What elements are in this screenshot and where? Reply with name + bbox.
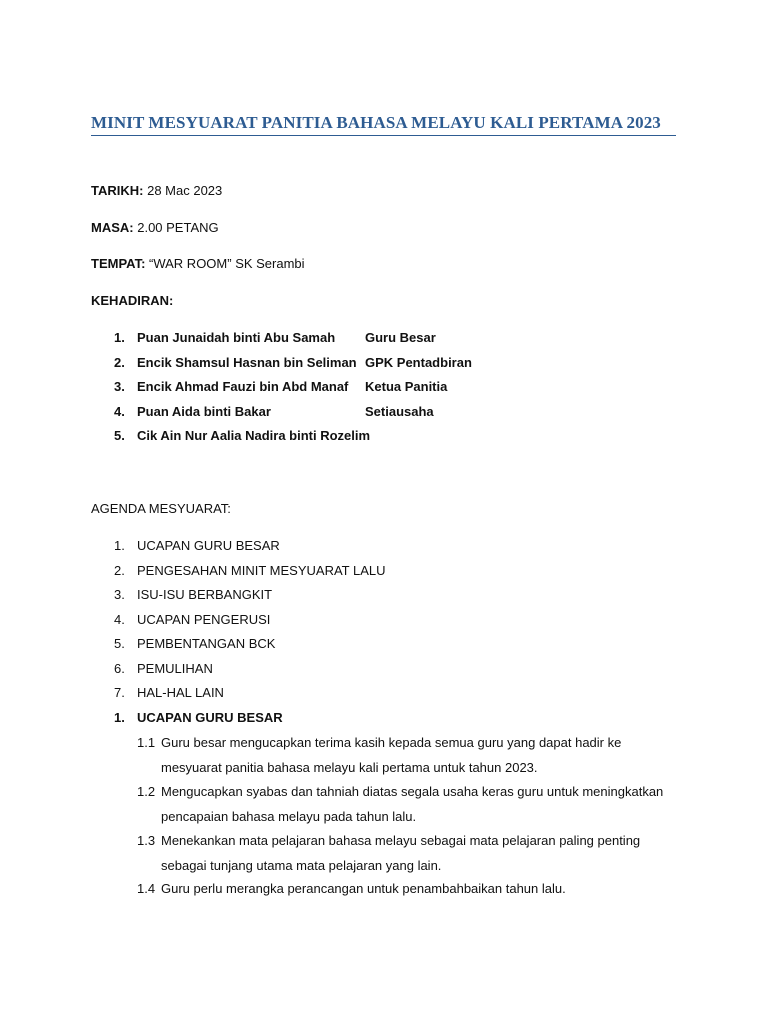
subitem-number: 1.2 [137,784,156,799]
agenda-number: 1. [114,538,125,553]
section-number: 1. [114,710,125,725]
attendance-item [114,428,371,443]
agenda-number: 2. [114,563,125,578]
kehadiran-label: KEHADIRAN: [91,293,174,308]
agenda-number: 3. [114,587,125,602]
agenda-text: ISU-ISU BERBANGKIT [137,587,273,602]
subitem-text: Guru besar mengucapkan terima kasih kepada semua guru yang dapat hadir ke mesyuarat panitia bahasa melayu kali pertama untuk tahun 2023. [161,735,622,775]
attendance-name: Cik Ain Nur Aalia Nadira binti Rozelim [137,428,371,443]
agenda-text: PENGESAHAN MINIT MESYUARAT LALU [137,563,386,578]
agenda-item [114,685,224,700]
agenda-item [114,661,213,676]
agenda-item [114,563,386,578]
agenda-text: HAL-HAL LAIN [137,685,224,700]
attendance-number: 3. [114,379,125,394]
attendance-role: Ketua Panitia [365,379,448,394]
agenda-label: AGENDA MESYUARAT: [91,501,231,516]
subitem-number: 1.3 [137,833,156,848]
tempat-value: “WAR ROOM” SK Serambi [145,256,305,271]
attendance-item [114,379,448,394]
agenda-text: PEMULIHAN [137,661,213,676]
agenda-text: PEMBENTANGAN BCK [137,636,276,651]
attendance-name: Encik Ahmad Fauzi bin Abd Manaf [137,379,349,394]
section-subitem [137,877,677,902]
attendance-item [114,330,436,345]
section-subitem [137,780,677,829]
tempat-field [91,256,305,271]
tarikh-value: 28 Mac 2023 [143,183,223,198]
section-subitem [137,829,677,878]
attendance-item [114,355,472,370]
agenda-number: 6. [114,661,125,676]
masa-label: MASA: [91,220,134,235]
document-title: MINIT MESYUARAT PANITIA BAHASA MELAYU KALI PERTAMA 2023 [91,113,676,136]
attendance-role: Setiausaha [365,404,434,419]
agenda-heading [91,501,231,516]
agenda-item [114,538,280,553]
tarikh-field [91,183,222,198]
agenda-number: 4. [114,612,125,627]
attendance-role: Guru Besar [365,330,436,345]
subitem-text: Guru perlu merangka perancangan untuk penambahbaikan tahun lalu. [161,881,566,896]
kehadiran-heading [91,293,173,308]
subitem-text: Mengucapkan syabas dan tahniah diatas segala usaha keras guru untuk meningkatkan pencapaian bahasa melayu pada tahun lalu. [161,784,664,824]
attendance-item [114,404,434,419]
agenda-text: UCAPAN GURU BESAR [137,538,280,553]
agenda-item [114,612,270,627]
attendance-number: 1. [114,330,125,345]
agenda-item [114,587,272,602]
section-subitem [137,731,677,780]
subitem-number: 1.4 [137,881,156,896]
agenda-item [114,636,275,651]
attendance-number: 2. [114,355,125,370]
attendance-name: Encik Shamsul Hasnan bin Seliman [137,355,357,370]
section-title: UCAPAN GURU BESAR [137,710,283,725]
agenda-number: 5. [114,636,125,651]
attendance-number: 4. [114,404,125,419]
subitem-number: 1.1 [137,735,156,750]
masa-value: 2.00 PETANG [133,220,219,235]
masa-field [91,220,219,235]
attendance-number: 5. [114,428,125,443]
agenda-text: UCAPAN PENGERUSI [137,612,271,627]
section-heading [114,710,283,725]
subitem-text: Menekankan mata pelajaran bahasa melayu sebagai mata pelajaran paling penting sebagai tunjang utama mata pelajaran yang lain. [161,833,641,873]
tempat-label: TEMPAT: [91,256,146,271]
tarikh-label: TARIKH: [91,183,144,198]
attendance-name: Puan Junaidah binti Abu Samah [137,330,336,345]
attendance-name: Puan Aida binti Bakar [137,404,271,419]
attendance-role: GPK Pentadbiran [365,355,472,370]
agenda-number: 7. [114,685,125,700]
